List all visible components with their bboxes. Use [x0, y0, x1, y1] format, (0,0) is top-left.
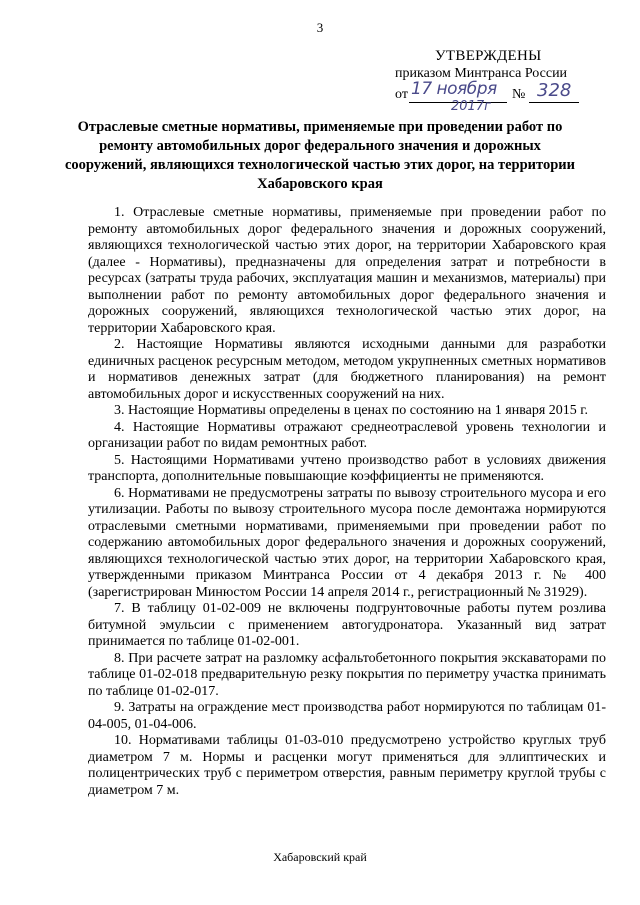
page-footer: Хабаровский край: [273, 850, 367, 864]
number-underline: [529, 102, 579, 103]
approval-from-label: от: [395, 87, 408, 102]
handwritten-number: 328: [537, 80, 572, 101]
paragraph-9: 9. Затраты на ограждение мест производства работ нормируются по таблицам 01-04-005, 01-04-006.: [88, 700, 606, 732]
paragraph-5: 5. Настоящими Нормативами учтено производство работ в условиях движения транспорта, дополнительные повышающие коэффициенты не применяются.: [88, 452, 606, 484]
handwritten-date: 17 ноября: [411, 79, 497, 99]
approval-title: УТВЕРЖДЕНЫ: [435, 48, 542, 64]
paragraph-3: 3. Настоящие Нормативы определены в ценах по состоянию на 1 января 2015 г.: [114, 403, 588, 418]
approval-order-line: приказом Минтранса России: [395, 66, 568, 81]
paragraph-6: 6. Нормативами не предусмотрены затраты по вывозу строительного мусора и его утилизации. Работы по вывозу строительного мусора после демонтажа нормируются отраслевыми сметными нормативами, применяемыми при проведении работ по содержанию автомобильных дорог федерального значения и дорожных сооружений, являющихся технологической частью этих дорог, на территории Хабаровского края, утвержденными приказом Минтранса России от 4 декабря 2013 г. № 400 (зарегистрирован Минюстом России 14 апреля 2014 г., регистрационный № 31929).: [88, 485, 606, 600]
approval-date-number: [395, 79, 595, 114]
approval-stamp: [395, 48, 595, 114]
document-title: Отраслевые сметные нормативы, применяемые при проведении работ по ремонту автомобильных дорог федерального значения и дорожных сооружений, являющихся технологической частью этих дорог, на территории Хабаровского края: [65, 119, 575, 192]
paragraph-4: 4. Настоящие Нормативы отражают среднеотраслевой уровень технологии и организации работ по видам ремонтных работ.: [88, 419, 606, 451]
paragraph-8: 8. При расчете затрат на разломку асфальтобетонного покрытия экскаваторами по таблице 01-02-018 предварительную резку покрытия по периметру участка принимать по таблице 01-02-017.: [88, 650, 606, 699]
paragraph-10: 10. Нормативами таблицы 01-03-010 предусмотрено устройство круглых труб диаметром 7 м. Нормы и расценки могут применяться для эллиптических и полицентрических труб с периметром отверстия, равным периметру круглой трубы с диаметром 7 м.: [88, 733, 606, 798]
document-body: [88, 205, 606, 799]
paragraph-1: 1. Отраслевые сметные нормативы, применяемые при проведении работ по ремонту автомобильных дорог федерального значения и дорожных сооружений, являющихся технологической частью этих дорог, на территории Хабаровского края (далее - Нормативы), предназначены для определения затрат и потребности в ресурсах (затраты труда рабочих, эксплуатация машин и механизмов, материалы) при выполнении работ по ремонту автомобильных дорог федерального значения и дорожных сооружений, являющихся технологической частью этих дорог, на территории Хабаровского края.: [88, 205, 606, 336]
page-number: 3: [316, 20, 324, 35]
approval-number-label: №: [512, 87, 526, 102]
paragraph-2: 2. Настоящие Нормативы являются исходными данными для разработки единичных расценок ресурсным методом, методом укрупненных сметных нормативов и нормативов денежных затрат (для бюджетного планирования) на ремонт автомобильных дорог и искусственных сооружений на них.: [88, 337, 606, 402]
paragraph-7: 7. В таблицу 01-02-009 не включены подгрунтовочные работы путем розлива битумной эмульсии с применением автогудронатора. Указанный вид затрат принимается по таблице 01-02-001.: [88, 601, 606, 649]
handwritten-year: 2017г: [451, 99, 491, 114]
